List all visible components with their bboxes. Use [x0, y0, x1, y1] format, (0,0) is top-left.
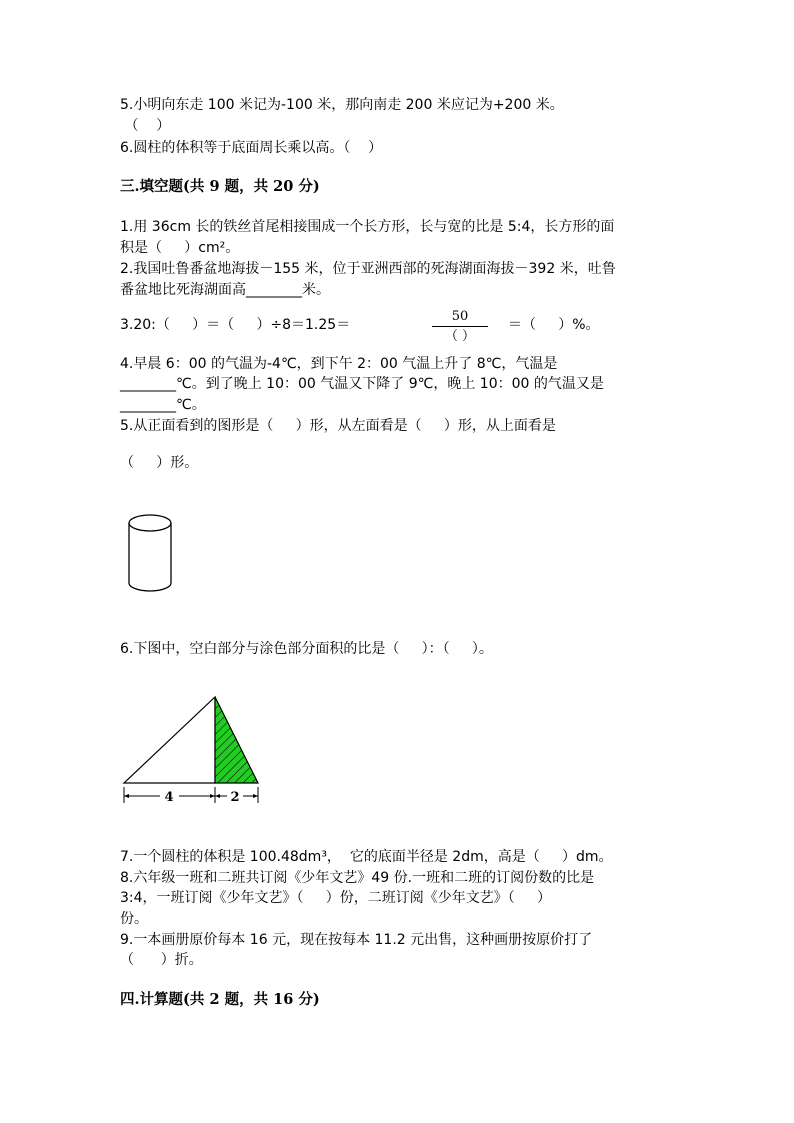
fill-q3-right: ＝（ ）%。 [508, 317, 600, 333]
cylinder-figure [124, 510, 180, 596]
fraction-denominator: （ ） [444, 329, 476, 344]
q5-tf-line2: （ ） [120, 118, 171, 134]
fill-q3-fraction [432, 309, 488, 347]
fill-q2-line2: 番盆地比死海湖面高________米。 [120, 282, 330, 298]
fill-q8-line1: 8.六年级一班和二班共订阅《少年文艺》49 份.一班和二班的订阅份数的比是 [120, 870, 595, 886]
fill-q5-line2: （ ）形。 [120, 455, 199, 471]
triangle-figure [115, 690, 275, 810]
fill-q8-line3: 份。 [120, 911, 148, 927]
q6-tf: 6.圆柱的体积等于底面周长乘以高。（ ） [120, 140, 383, 156]
label-2: 2 [230, 790, 240, 805]
fill-q4-line2: ________℃。到了晚上 10：00 气温又下降了 9℃，晚上 10：00 的气温又是 [120, 376, 604, 392]
fill-q9-line2: （ ）折。 [120, 952, 203, 968]
fraction-bar [432, 326, 488, 327]
fraction-numerator: 50 [451, 309, 469, 324]
fill-q9-line1: 9.一本画册原价每本 16 元，现在按每本 11.2 元出售，这种画册按原价打了 [120, 932, 593, 948]
q5-tf-line1: 5.小明向东走 100 米记为-100 米，那向南走 200 米应记为+200 米。 [120, 97, 564, 113]
fill-q7: 7.一个圆柱的体积是 100.48dm³， 它的底面半径是 2dm，高是（ ）dm。 [120, 849, 613, 865]
fill-q2-line1: 2.我国吐鲁番盆地海拔－155 米，位于亚洲西部的死海湖面海拔－392 米，吐鲁 [120, 261, 616, 277]
fill-q1-line1: 1.用 36cm 长的铁丝首尾相接围成一个长方形，长与宽的比是 5:4，长方形的面 [120, 219, 615, 235]
section3-title: 三.填空题(共 9 题，共 20 分) [120, 178, 320, 195]
fill-q4-line3: ________℃。 [120, 397, 206, 413]
fill-q6: 6.下图中，空白部分与涂色部分面积的比是（ ）：（ ）。 [120, 641, 493, 657]
fill-q5-line1: 5.从正面看到的图形是（ ）形，从左面看是（ ）形，从上面看是 [120, 418, 556, 434]
fill-q4-line1: 4.早晨 6：00 的气温为-4℃，到下午 2：00 气温上升了 8℃，气温是 [120, 356, 558, 372]
fill-q3-left: 3.20:（ ）＝（ ）÷8＝1.25＝ [120, 317, 351, 333]
blank-triangle [124, 697, 215, 783]
label-4: 4 [164, 790, 174, 805]
fill-q1-line2: 积是（ ）cm²。 [120, 240, 240, 256]
fill-q8-line2: 3:4，一班订阅《少年文艺》（ ）份，二班订阅《少年文艺》（ ） [120, 890, 552, 906]
section4-title: 四.计算题(共 2 题，共 16 分) [120, 991, 320, 1008]
shaded-triangle [215, 697, 258, 783]
